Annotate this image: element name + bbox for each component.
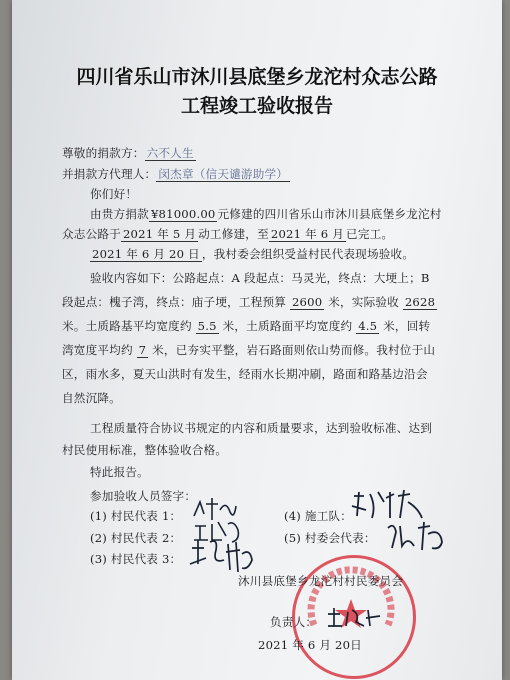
p1-text-c: 众志公路于 <box>62 227 121 241</box>
donation-amount: ¥81000.00 <box>150 207 216 221</box>
signer-4-label: (4) 施工队： <box>284 509 353 523</box>
signature-5 <box>384 518 450 554</box>
donor-value: 六不人生 <box>146 146 194 160</box>
p3-l2b: 米，实际验收 <box>328 295 399 309</box>
signature-4 <box>350 488 426 522</box>
document-page <box>12 0 502 680</box>
p1-text-a: 由贵方捐款 <box>90 207 149 221</box>
signer-1-label: (1) 村民代表 1： <box>90 509 182 523</box>
p1-text-d: 动工修建，至 <box>198 227 269 241</box>
report-title-line1: 四川省乐山市沐川县底堡乡龙沱村众志公路 <box>76 66 438 88</box>
paragraph-1-line2 <box>62 226 393 242</box>
greeting: 你们好！ <box>90 187 138 201</box>
paragraph-3-line2 <box>62 294 437 310</box>
turn-width: 7 <box>138 343 147 357</box>
paragraph-1-line1 <box>90 206 442 222</box>
budget-length: 2600 <box>291 295 323 309</box>
responsible-signature <box>324 604 384 630</box>
actual-length: 2628 <box>404 295 436 309</box>
road-surface-width: 4.5 <box>358 319 378 333</box>
paragraph-3-line5: 区，雨水多，夏天山洪时有发生，经雨水长期冲刷，路面和路基边沿会 <box>62 367 428 381</box>
roadbed-width: 5.5 <box>197 319 217 333</box>
p3-l3a: 米。土质路基平均宽度约 <box>62 319 192 333</box>
paragraph-3-line4 <box>62 342 435 358</box>
p3-l4b: 米，已夯实平整，岩石路面则依山势而修。我村位于山 <box>152 343 436 357</box>
donor-label: 尊敬的捐款方： <box>62 146 145 160</box>
paragraph-3-line3 <box>62 318 430 334</box>
committee-name: 沐川县底堡乡龙沱村村民委员会 <box>238 574 404 588</box>
paragraph-4-line2: 村民使用标准，整体验收合格。 <box>62 443 228 457</box>
signer-3-label: (3) 村民代表 3： <box>90 552 182 566</box>
signature-3 <box>188 534 258 578</box>
paragraph-3-line6: 自然沉降。 <box>62 391 121 405</box>
paragraph-4-line1: 工程质量符合协议书规定的内容和质量要求，达到验收标准、达到 <box>90 421 433 435</box>
agent-line <box>62 166 290 182</box>
start-date: 2021 年 5 月 <box>122 227 197 241</box>
p3-l3c: 米，回转 <box>383 319 431 333</box>
p1-text-e: 已完工。 <box>346 227 394 241</box>
agent-label: 并捐款方代理人： <box>62 167 157 181</box>
footer-date: 2021 年 6 月 20日 <box>258 638 362 652</box>
responsible-label: 负责人： <box>270 615 318 629</box>
p3-l4a: 湾宽度平均约 <box>62 343 133 357</box>
agent-value: 闵杰章（信天谴游助学） <box>158 167 289 181</box>
paragraph-2 <box>90 246 414 262</box>
inspection-date: 2021 年 6 月 20 日 <box>92 247 200 261</box>
p2-text: ，我村委会组织受益村民代表现场验收。 <box>201 247 415 261</box>
end-date: 2021 年 6 月 <box>270 227 345 241</box>
report-title-line2: 工程竣工验收报告 <box>180 95 333 117</box>
responsible-line <box>270 614 317 630</box>
p1-text-b: 元修建的四川省乐山市沐川县底堡乡龙沱村 <box>217 207 442 221</box>
paragraph-3-line1: 验收内容如下：公路起点：A 段起点：马灵光，终点：大埂上；B <box>90 271 430 285</box>
p3-l3b: 米，土质路面平均宽度约 <box>222 319 353 333</box>
donor-line <box>62 145 196 161</box>
signer-5-label: (5) 村委会代表： <box>284 531 376 545</box>
p3-l2a: 段起点：槐子湾，终点：庙子埂，工程预算 <box>62 295 287 309</box>
signers-heading: 参加验收人员签字： <box>90 489 197 503</box>
closing: 特此报告。 <box>90 465 149 479</box>
signer-2-label: (2) 村民代表 2： <box>90 531 182 545</box>
